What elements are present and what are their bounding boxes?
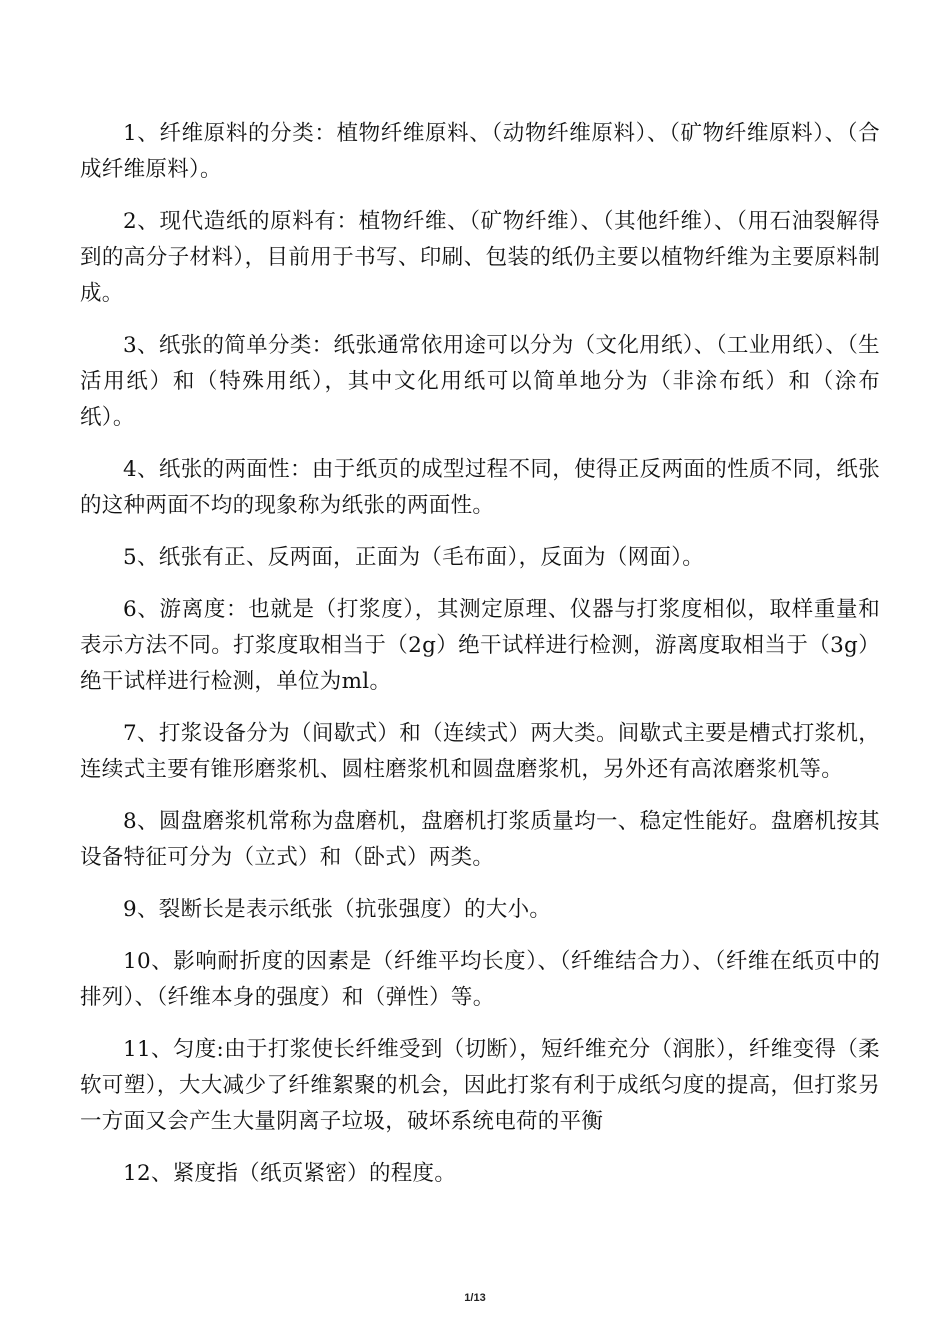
- paragraph-6: 6、游离度：也就是（打浆度），其测定原理、仪器与打浆度相似，取样重量和表示方法不同。打浆度取相当于（2g）绝干试样进行检测，游离度取相当于（3g）绝干试样进行检测，单位为ml。: [80, 597, 880, 694]
- paragraph-12: 12、紧度指（纸页紧密）的程度。: [123, 1161, 457, 1186]
- paragraph-3: 3、纸张的简单分类：纸张通常依用途可以分为（文化用纸）、（工业用纸）、（生活用纸）和（特殊用纸），其中文化用纸可以简单地分为（非涂布纸）和（涂布纸）。: [80, 333, 880, 430]
- paragraph-2: 2、现代造纸的原料有：植物纤维、（矿物纤维）、（其他纤维）、（用石油裂解得到的高分子材料），目前用于书写、印刷、包装的纸仍主要以植物纤维为主要原料制成。: [80, 209, 880, 306]
- paragraph-1: 1、纤维原料的分类：植物纤维原料、（动物纤维原料）、（矿物纤维原料）、（合成纤维原料）。: [80, 121, 880, 182]
- paragraph-9: 9、裂断长是表示纸张（抗张强度）的大小。: [123, 897, 552, 922]
- paragraph-5: 5、纸张有正、反两面，正面为（毛布面），反面为（网面）。: [123, 545, 705, 570]
- paragraph-7: 7、打浆设备分为（间歇式）和（连续式）两大类。间歇式主要是槽式打浆机，连续式主要有锥形磨浆机、圆柱磨浆机和圆盘磨浆机，另外还有高浓磨浆机等。: [80, 721, 880, 782]
- paragraph-10: 10、影响耐折度的因素是（纤维平均长度）、（纤维结合力）、（纤维在纸页中的排列）、（纤维本身的强度）和（弹性）等。: [80, 949, 880, 1010]
- paragraph-11: 11、匀度:由于打浆使长纤维受到（切断），短纤维充分（润胀），纤维变得（柔软可塑），大大减少了纤维絮聚的机会，因此打浆有利于成纸匀度的提高，但打浆另一方面又会产生大量阴离子垃圾，破坏系统电荷的平衡: [80, 1037, 880, 1134]
- document-body: [80, 116, 880, 1208]
- paragraph-8: 8、圆盘磨浆机常称为盘磨机，盘磨机打浆质量均一、稳定性能好。盘磨机按其设备特征可分为（立式）和（卧式）两类。: [80, 809, 880, 870]
- paragraph-4: 4、纸张的两面性：由于纸页的成型过程不同，使得正反两面的性质不同，纸张的这种两面不均的现象称为纸张的两面性。: [80, 457, 880, 518]
- page-number: 1/13: [464, 1292, 486, 1304]
